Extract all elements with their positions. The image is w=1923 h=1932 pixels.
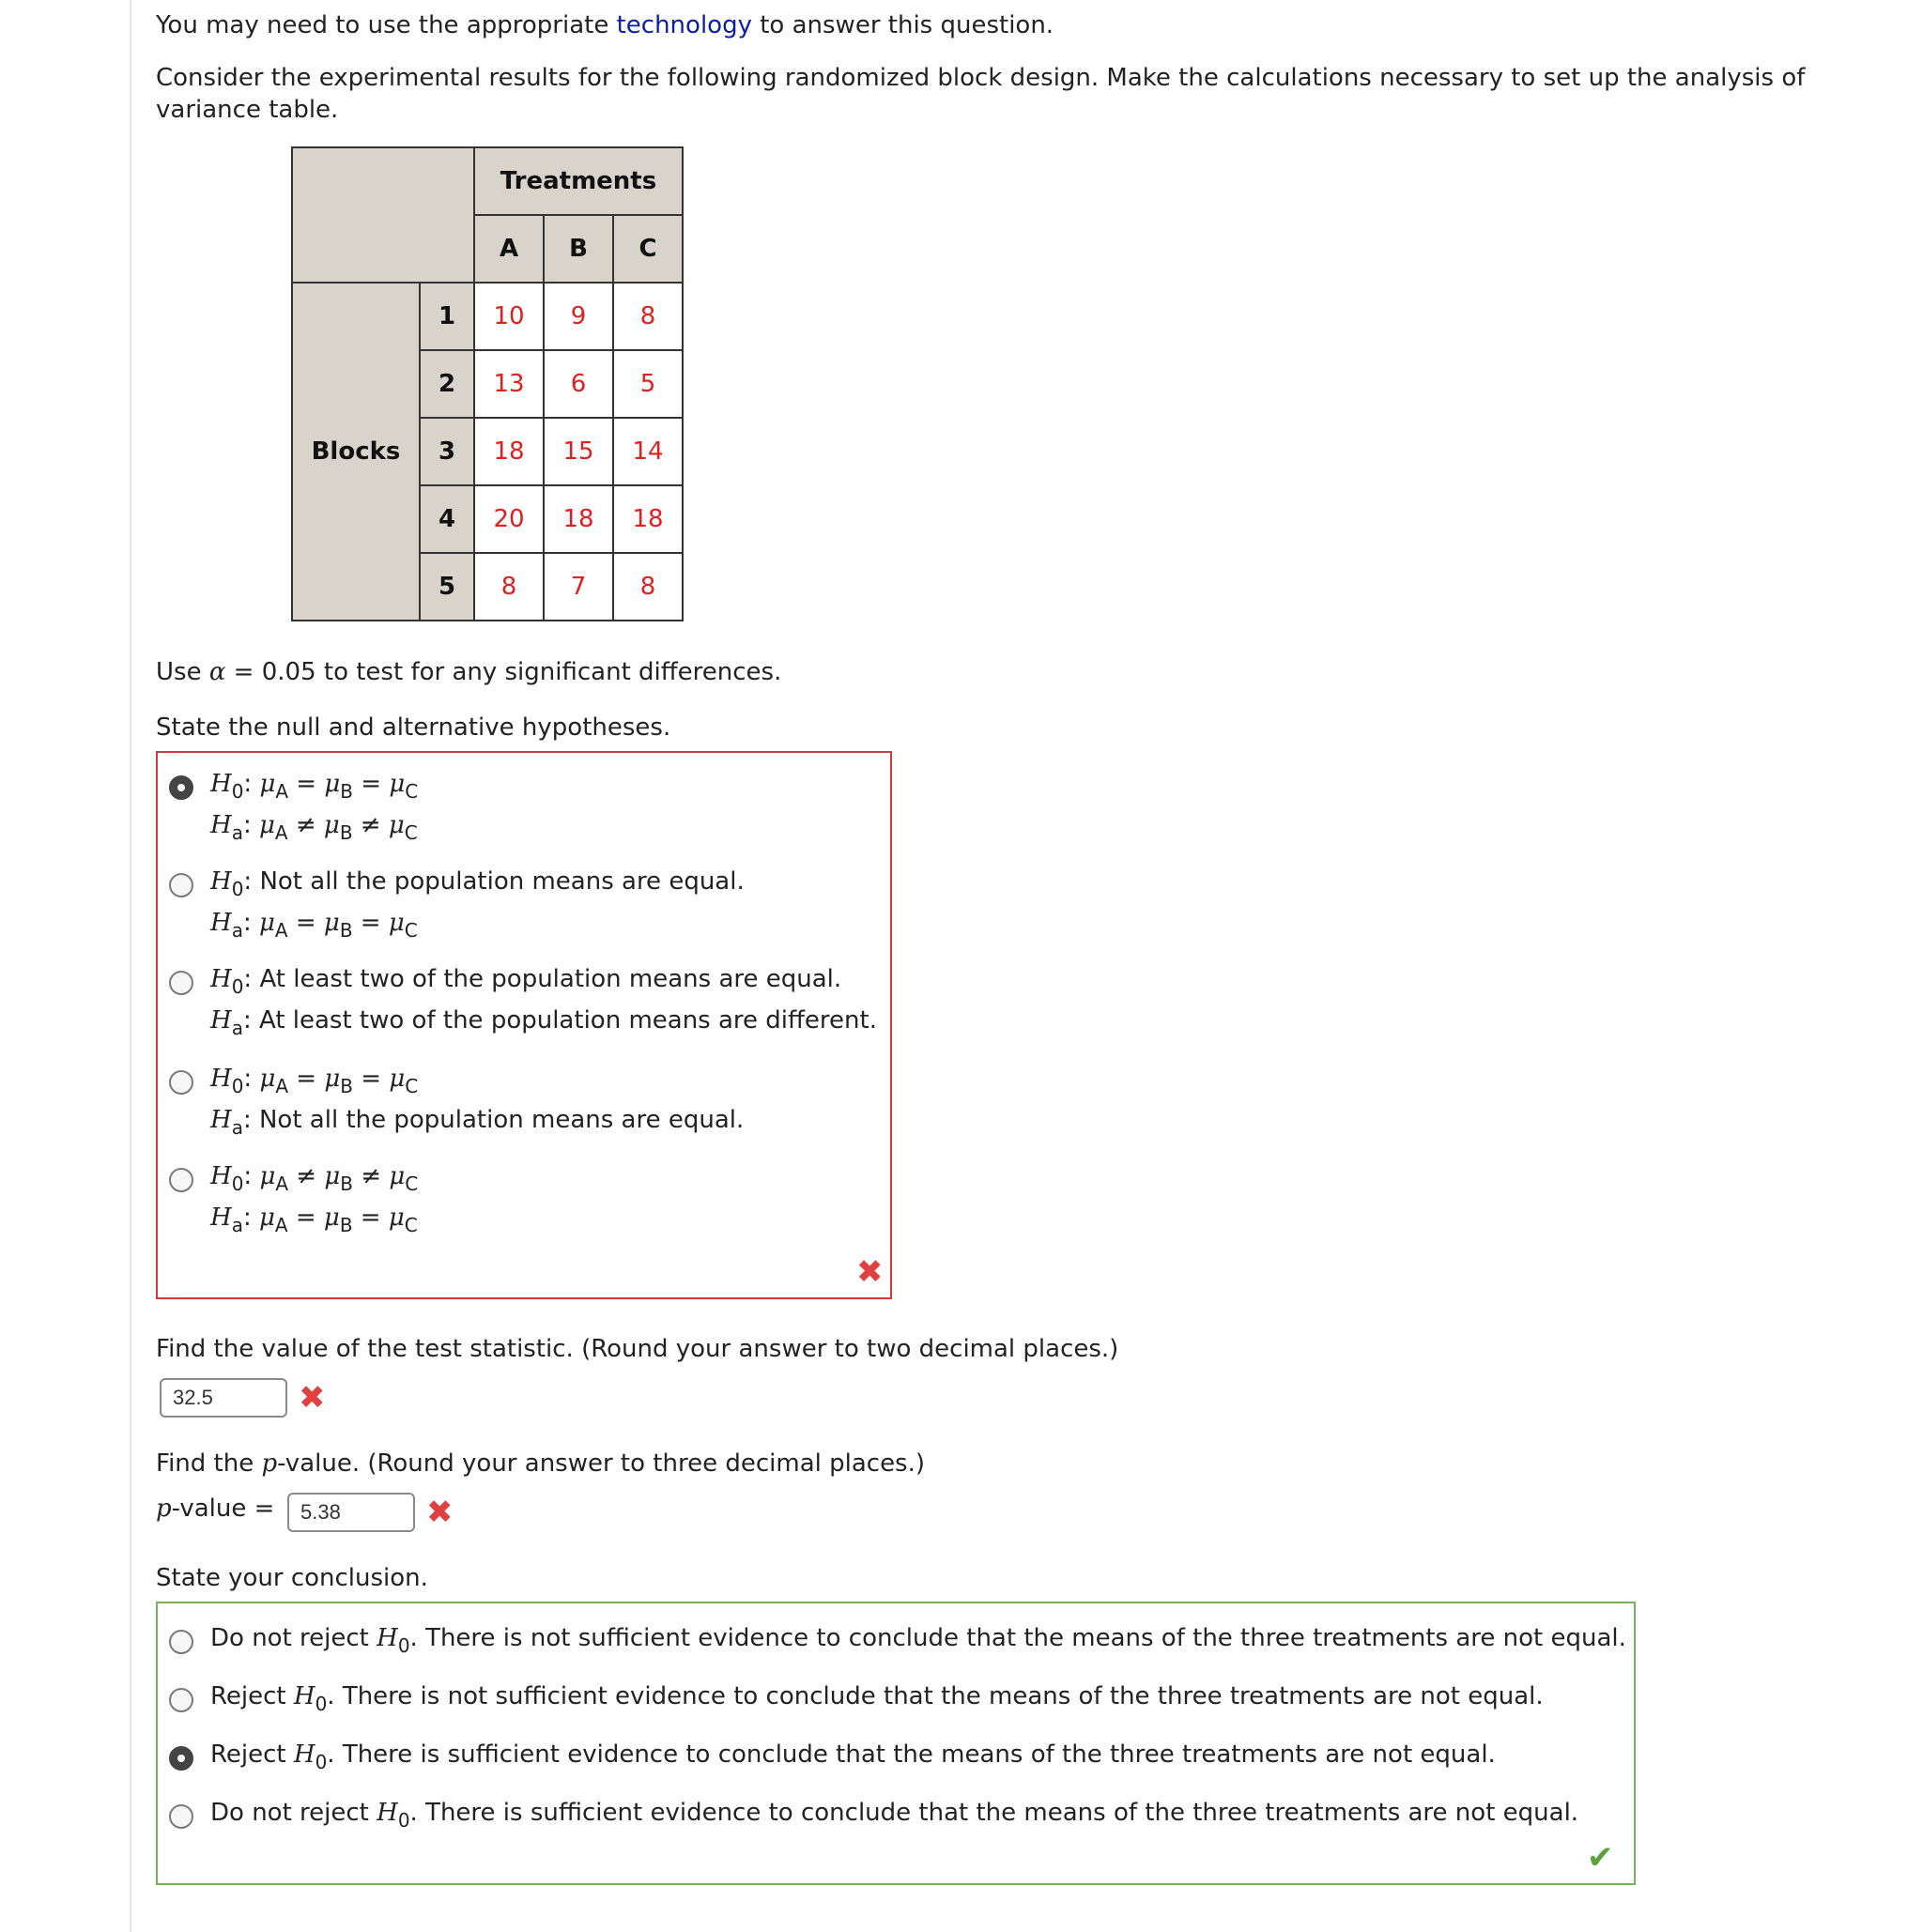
radio-button[interactable] [169, 1168, 193, 1192]
table-cell: 18 [474, 418, 544, 485]
radio-button[interactable] [169, 873, 193, 897]
table-cell: 13 [474, 350, 544, 418]
radio-button[interactable] [169, 971, 193, 995]
column-header-b: B [544, 215, 613, 283]
hypotheses-radio-group: $H_0$: $\mu_A = \mu_B = \mu_C$ $H_a$: $\mu_A \ne \mu_B \ne \mu_C$ $H_0$: Not all the population means are equal. $H_a$: $\mu_A = \mu_B = \mu_C$ $H_0$: At least two of the population means are equal. $H_a$: At least two of the population means are different. $H_0$: $\mu_A = \mu_B = \mu_C$ $H_a$: Not all the population means are equal. $H_0$: $\mu_A \ne \mu_B \ne \mu_C$ $H_a$: $\mu_A = \mu_B = \mu_C$ ✖ [156, 751, 892, 1299]
incorrect-icon: ✖ [299, 1379, 326, 1417]
radio-button[interactable] [169, 1688, 193, 1712]
column-header-c: C [613, 215, 683, 283]
conclusion-radio-group: Do not reject $H_0$. There is not sufficient evidence to conclude that the means of the three treatments are not equal. Reject $H_0$. There is not sufficient evidence to conclude that the means of the three treatments are not equal. Reject $H_0$. There is sufficient evidence to conclude that the means of the three treatments are not equal. Do not reject $H_0$. There is sufficient evidence to conclude that the means of the three treatments are not equal. ✔ [156, 1602, 1636, 1885]
block-label: 4 [420, 485, 474, 553]
table-cell: 18 [544, 485, 613, 553]
block-label: 5 [420, 553, 474, 621]
conclusion-prompt: State your conclusion. [156, 1564, 428, 1592]
table-cell: 8 [613, 283, 683, 350]
table-cell: 15 [544, 418, 613, 485]
test-statistic-prompt: Find the value of the test statistic. (Round your answer to two decimal places.) [156, 1335, 1119, 1363]
test-statistic-input[interactable] [160, 1378, 287, 1418]
table-cell: 6 [544, 350, 613, 418]
hypotheses-prompt: State the null and alternative hypotheses. [156, 713, 671, 742]
problem-statement: Consider the experimental results for the following randomized block design. Make the calculations necessary to set up the analysis of variance table. [156, 64, 1806, 124]
table-cell: 20 [474, 485, 544, 553]
block-label: 3 [420, 418, 474, 485]
table-cell: 14 [613, 418, 683, 485]
table-cell: 10 [474, 283, 544, 350]
radio-button[interactable] [169, 1070, 193, 1095]
table-cell: 5 [613, 350, 683, 418]
left-margin-rule [130, 0, 131, 1932]
table-row [292, 283, 683, 350]
technology-link[interactable]: technology [616, 11, 752, 39]
intro-text: You may need to use the appropriate technology to answer this question. [156, 11, 1054, 39]
p-value-input[interactable] [287, 1493, 415, 1532]
incorrect-icon: ✖ [856, 1253, 884, 1291]
radio-button[interactable] [169, 775, 193, 800]
block-design-table [291, 146, 684, 621]
block-label: 1 [420, 283, 474, 350]
table-cell: 7 [544, 553, 613, 621]
table-cell: 9 [544, 283, 613, 350]
table-corner [292, 147, 474, 283]
radio-button[interactable] [169, 1746, 193, 1771]
column-header-a: A [474, 215, 544, 283]
table-cell: 8 [613, 553, 683, 621]
p-value-label: p-value = [156, 1495, 275, 1523]
table-cell: 8 [474, 553, 544, 621]
incorrect-icon: ✖ [426, 1494, 454, 1531]
p-value-prompt: Find the p-value. (Round your answer to three decimal places.) [156, 1449, 926, 1478]
radio-button[interactable] [169, 1804, 193, 1829]
blocks-header: Blocks [292, 283, 420, 621]
table-cell: 18 [613, 485, 683, 553]
block-label: 2 [420, 350, 474, 418]
radio-button[interactable] [169, 1630, 193, 1654]
treatments-header: Treatments [474, 147, 683, 215]
correct-check-icon: ✔ [1587, 1839, 1614, 1877]
alpha-statement: Use α = 0.05 to test for any significant differences. [156, 658, 782, 686]
